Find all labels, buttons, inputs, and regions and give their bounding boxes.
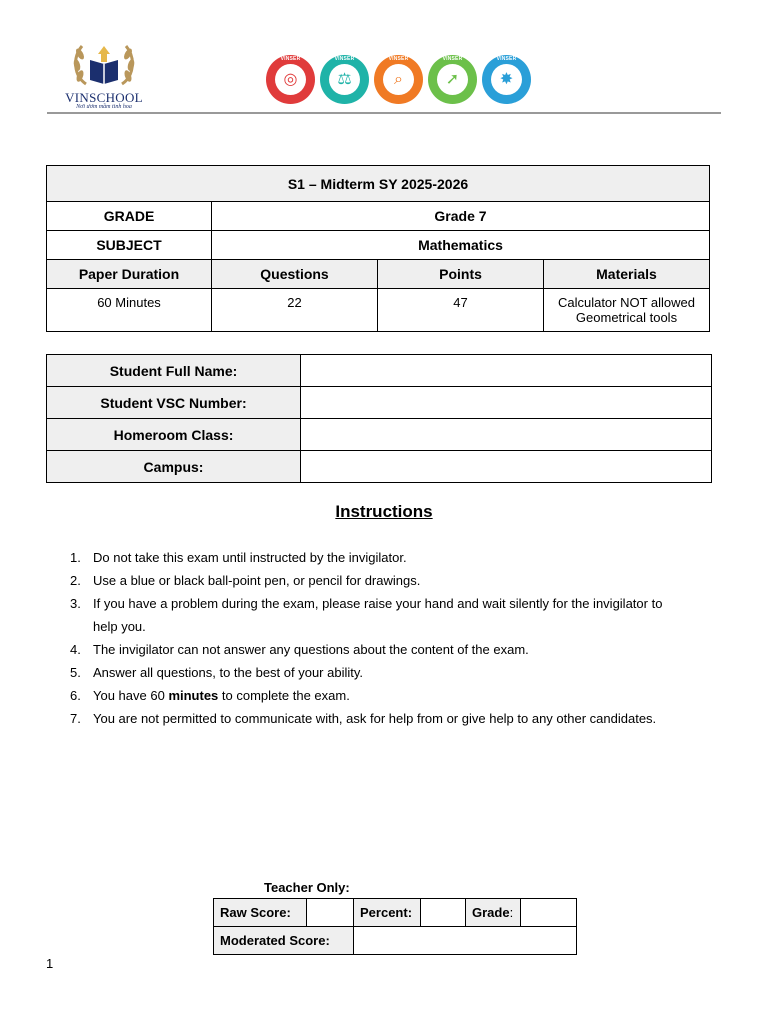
campus-label: Campus:: [47, 451, 301, 483]
points-value: 47: [378, 289, 544, 332]
subject-value: Mathematics: [212, 231, 710, 260]
header-duration: Paper Duration: [47, 260, 212, 289]
school-logo: [56, 40, 152, 112]
teacher-score-table: [213, 898, 577, 955]
list-item: 6. You have 60 minutes to complete the exam.: [70, 688, 350, 703]
materials-value: [544, 289, 710, 332]
subject-label: SUBJECT: [47, 231, 212, 260]
student-vsc-label: Student VSC Number:: [47, 387, 301, 419]
value-badge: VINSER ➚: [428, 55, 477, 104]
instructions-title: Instructions: [335, 502, 433, 521]
student-name-field[interactable]: [301, 355, 712, 387]
moderated-score-label: Moderated Score:: [214, 927, 354, 955]
value-badge: VINSER ◎: [266, 55, 315, 104]
student-vsc-field[interactable]: [301, 387, 712, 419]
list-item: 3. If you have a problem during the exam, please raise your hand and wait silently for the invigilator to: [70, 596, 663, 611]
raw-score-field[interactable]: [307, 899, 354, 927]
duration-value: 60 Minutes: [47, 289, 212, 332]
grade-label: GRADE: [47, 202, 212, 231]
list-item: 7. You are not permitted to communicate with, ask for help from or give help to any other candidates.: [70, 711, 657, 726]
questions-value: 22: [212, 289, 378, 332]
grade-label-cell: Grade:: [466, 899, 521, 927]
moderated-score-field[interactable]: [354, 927, 577, 955]
grade-field[interactable]: [521, 899, 577, 927]
raw-score-label: Raw Score:: [214, 899, 307, 927]
campus-field[interactable]: [301, 451, 712, 483]
target-icon: ◎: [283, 70, 298, 88]
exam-title: S1 – Midterm SY 2025-2026: [47, 166, 710, 202]
exam-info-table: [46, 165, 710, 332]
scales-icon: ⚖: [337, 70, 352, 88]
percent-field[interactable]: [421, 899, 466, 927]
header-questions: Questions: [212, 260, 378, 289]
header-divider: [47, 112, 721, 114]
page-number: 1: [46, 956, 54, 971]
value-badge: VINSER ✸: [482, 55, 531, 104]
list-item-continuation: help you.: [93, 619, 146, 634]
magnifier-icon: ⌕: [394, 70, 403, 88]
lightbulb-icon: ✸: [499, 70, 514, 88]
logo-text: VINSCHOOL: [65, 90, 143, 105]
list-item: 1. Do not take this exam until instructed by the invigilator.: [70, 550, 407, 565]
grade-value: Grade 7: [212, 202, 710, 231]
percent-label: Percent:: [354, 899, 421, 927]
materials-line-2: Geometrical tools: [575, 310, 678, 325]
laurel-book-icon: [56, 40, 152, 90]
homeroom-label: Homeroom Class:: [47, 419, 301, 451]
header-materials: Materials: [544, 260, 710, 289]
materials-line-1: Calculator NOT allowed: [557, 295, 696, 310]
value-badge: VINSER ⚖: [320, 55, 369, 104]
runner-icon: ➚: [445, 70, 460, 88]
header-points: Points: [378, 260, 544, 289]
logo-slogan: Nơi ươm mầm tinh hoa: [76, 104, 132, 110]
list-item: 4. The invigilator can not answer any questions about the content of the exam.: [70, 642, 529, 657]
student-info-table: [46, 354, 712, 483]
homeroom-field[interactable]: [301, 419, 712, 451]
teacher-only-label: Teacher Only:: [264, 880, 350, 895]
instructions-list: [56, 546, 726, 730]
value-badges: [266, 55, 531, 105]
student-name-label: Student Full Name:: [47, 355, 301, 387]
list-item: 5. Answer all questions, to the best of your ability.: [70, 665, 364, 680]
value-badge: VINSER ⌕: [374, 55, 423, 104]
list-item: 2. Use a blue or black ball-point pen, or pencil for drawings.: [70, 573, 421, 588]
